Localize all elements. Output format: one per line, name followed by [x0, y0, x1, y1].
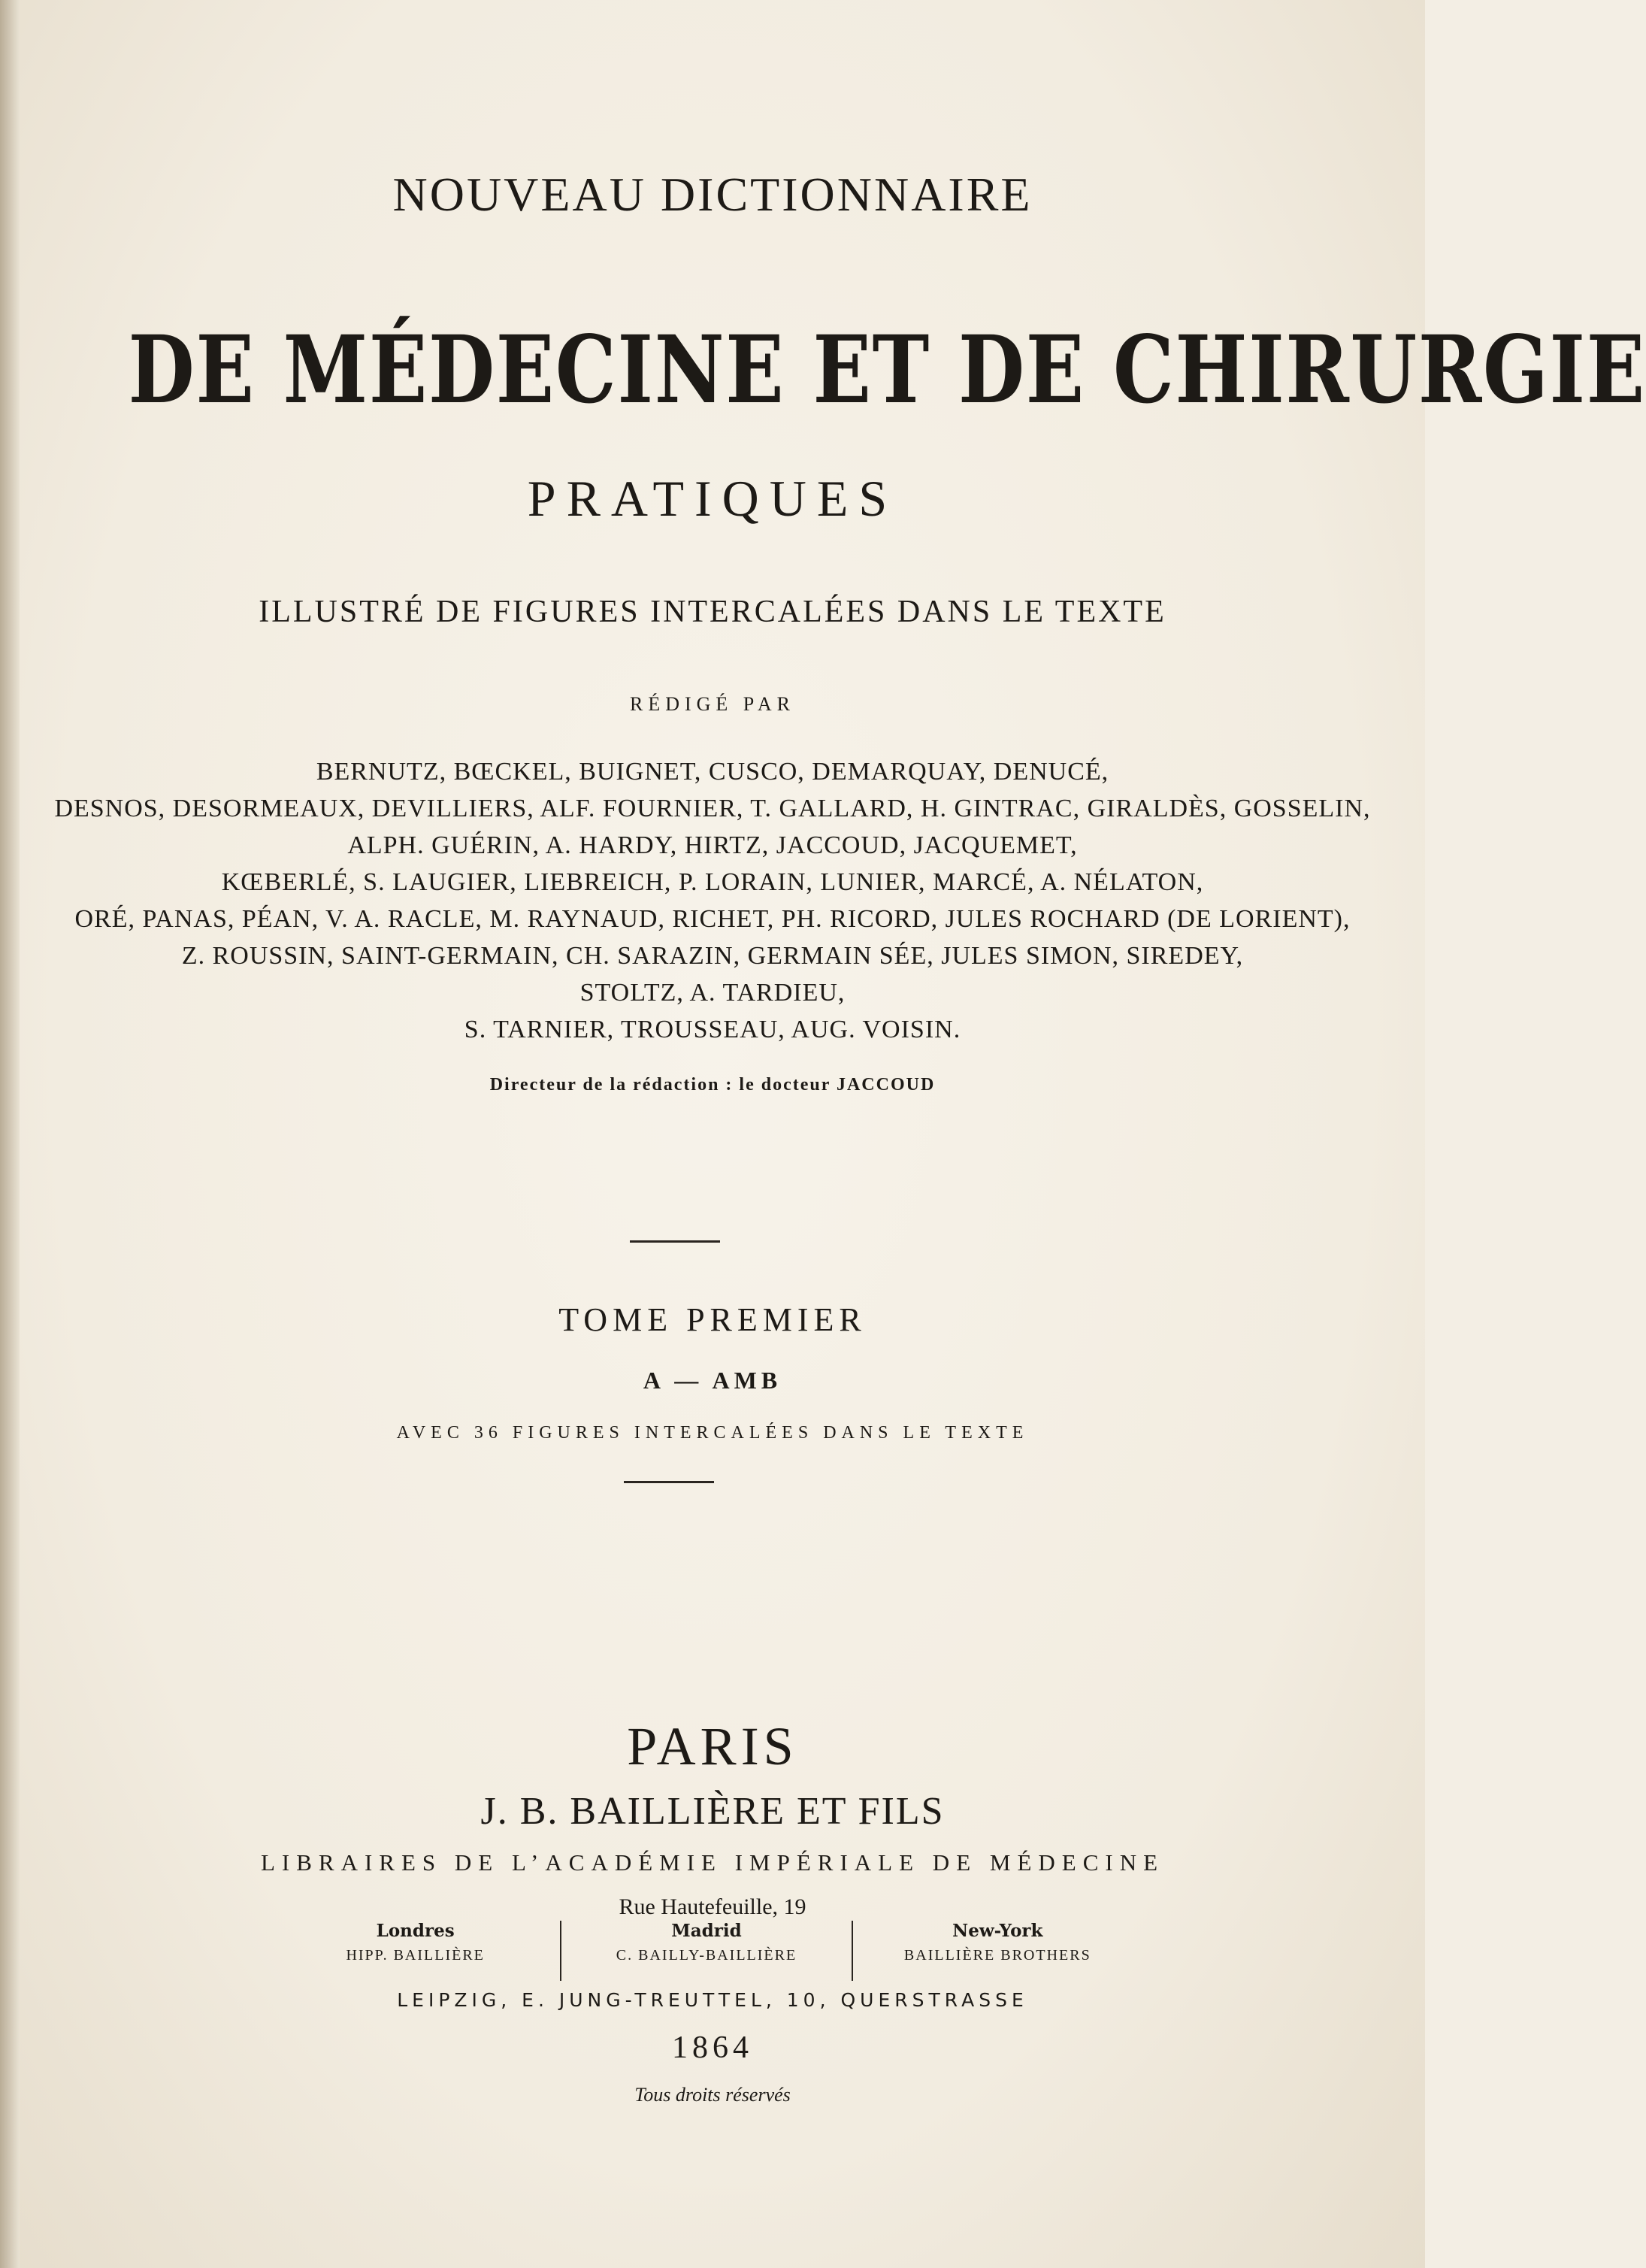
title-line-1: NOUVEAU DICTIONNAIRE [392, 168, 1033, 221]
branch-city: Londres [376, 1921, 455, 1941]
author-line: ALPH. GUÉRIN, A. HARDY, HIRTZ, JACCOUD, JACQUEMET, [347, 831, 1078, 859]
branch-city: Madrid [671, 1921, 742, 1941]
branch-london [271, 1921, 560, 1981]
branch-name: C. BAILLY-BAILLIÈRE [616, 1947, 797, 1964]
author-line: S. TARNIER, TROUSSEAU, AUG. VOISIN. [464, 1016, 961, 1043]
author-line: DESNOS, DESORMEAUX, DEVILLIERS, ALF. FOURNIER, T. GALLARD, H. GINTRAC, GIRALDÈS, GOSSELIN, [54, 795, 1371, 822]
author-line: KŒBERLÉ, S. LAUGIER, LIEBREICH, P. LORAIN, LUNIER, MARCÉ, A. NÉLATON, [221, 868, 1204, 896]
volume-range: A — AMB [643, 1367, 782, 1394]
address: Rue Hautefeuille, 19 [619, 1894, 806, 1919]
libraires-line: LIBRAIRES DE L’ACADÉMIE IMPÉRIALE DE MÉDECINE [260, 1849, 1165, 1876]
author-line: BERNUTZ, BŒCKEL, BUIGNET, CUSCO, DEMARQUAY, DENUCÉ, [316, 758, 1109, 786]
branch-city: New-York [952, 1921, 1043, 1941]
branch-name: BAILLIÈRE BROTHERS [903, 1947, 1091, 1964]
divider-rule [624, 1481, 714, 1483]
branch-name: HIPP. BAILLIÈRE [346, 1947, 485, 1964]
author-line: STOLTZ, A. TARDIEU, [579, 979, 846, 1007]
title-line-3: PRATIQUES [527, 470, 898, 527]
director-line: Directeur de la rédaction : le docteur JACCOUD [489, 1075, 936, 1095]
title-line-2: DE MÉDECINE ET DE CHIRURGIE [128, 316, 1646, 425]
subtitle: ILLUSTRÉ DE FIGURES INTERCALÉES DANS LE TEXTE [259, 595, 1166, 629]
publisher: J. B. BAILLIÈRE ET FILS [480, 1790, 945, 1833]
figures-note: AVEC 36 FIGURES INTERCALÉES DANS LE TEXTE [396, 1423, 1029, 1443]
publication-year: 1864 [672, 2030, 753, 2065]
imprint-city: PARIS [627, 1716, 798, 1776]
page-edge [0, 0, 20, 2268]
branch-offices [271, 1921, 1142, 1981]
author-line: Z. ROUSSIN, SAINT-GERMAIN, CH. SARAZIN, GERMAIN SÉE, JULES SIMON, SIREDEY, [181, 942, 1244, 970]
leipzig-line: LEIPZIG, E. JUNG-TREUTTEL, 10, QUERSTRASSE [397, 1989, 1028, 2011]
author-line: ORÉ, PANAS, PÉAN, V. A. RACLE, M. RAYNAUD, RICHET, PH. RICORD, JULES ROCHARD (DE LORIENT), [74, 905, 1351, 933]
divider-rule [630, 1240, 720, 1243]
tome-label: TOME PREMIER [558, 1301, 867, 1338]
branch-new-york [853, 1921, 1142, 1981]
branch-madrid [560, 1921, 852, 1981]
rights-notice: Tous droits réservés [634, 2084, 791, 2106]
redige-par: RÉDIGÉ PAR [629, 693, 795, 715]
